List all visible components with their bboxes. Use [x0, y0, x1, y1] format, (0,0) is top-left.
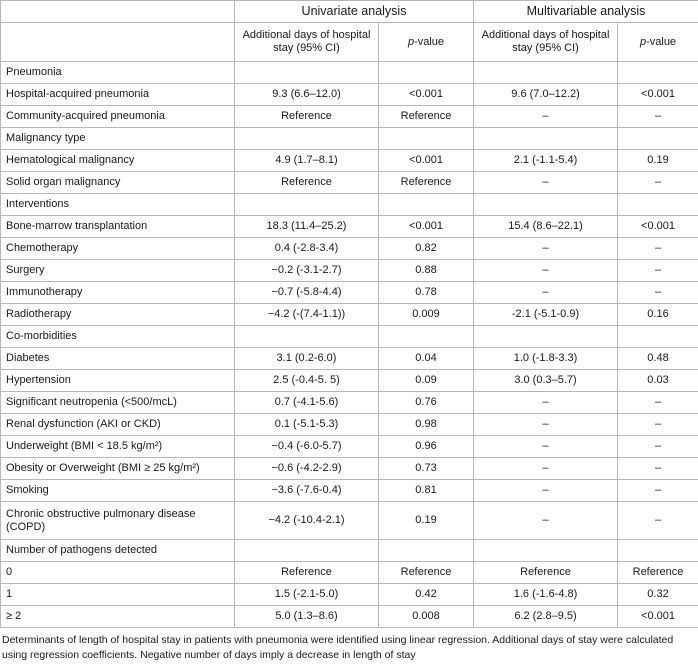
table-row: [1, 238, 698, 260]
table-row: [1, 562, 698, 584]
multivariable-days-cell: 6.2 (2.8–9.5): [474, 606, 618, 628]
table-row: [1, 606, 698, 628]
univariate-p-cell: 0.09: [379, 370, 474, 392]
univariate-days-cell: −4.2 (-10.4-2.1): [235, 502, 379, 540]
univariate-p-cell: Reference: [379, 172, 474, 194]
univariate-days-cell: 3.1 (0.2-6.0): [235, 348, 379, 370]
variable-label: Significant neutropenia (<500/mcL): [1, 392, 235, 414]
univariate-days-cell: 0.7 (-4.1-5.6): [235, 392, 379, 414]
section-label: Interventions: [1, 194, 235, 216]
table-row: [1, 260, 698, 282]
multivariable-p-cell: <0.001: [618, 606, 698, 628]
univariate-days-cell: −0.2 (-3.1-2.7): [235, 260, 379, 282]
multivariable-p-cell: –: [618, 172, 698, 194]
multivariable-days-cell: –: [474, 414, 618, 436]
multivariable-days-cell: -2.1 (-5.1-0.9): [474, 304, 618, 326]
empty-cell: [379, 326, 474, 348]
univariate-p-cell: <0.001: [379, 84, 474, 106]
multivariable-days-cell: 9.6 (7.0–12.2): [474, 84, 618, 106]
empty-cell: [379, 128, 474, 150]
empty-cell: [474, 194, 618, 216]
multivariable-days-cell: –: [474, 172, 618, 194]
univariate-p-cell: 0.73: [379, 458, 474, 480]
table-row: [1, 172, 698, 194]
table-row: [1, 84, 698, 106]
univariate-p-cell: <0.001: [379, 150, 474, 172]
univariate-p-cell: 0.76: [379, 392, 474, 414]
univariate-days-cell: Reference: [235, 562, 379, 584]
univariate-days-cell: 0.4 (-2.8-3.4): [235, 238, 379, 260]
table-row: [1, 370, 698, 392]
univariate-days-cell: −0.6 (-4.2-2.9): [235, 458, 379, 480]
variable-label: Hospital-acquired pneumonia: [1, 84, 235, 106]
section-row: [1, 128, 698, 150]
multivariable-p-cell: <0.001: [618, 84, 698, 106]
univariate-days-cell: −0.7 (-5.8-4.4): [235, 282, 379, 304]
multivariable-p-cell: –: [618, 238, 698, 260]
multivariable-p-cell: 0.32: [618, 584, 698, 606]
variable-label: Renal dysfunction (AKI or CKD): [1, 414, 235, 436]
multivariable-days-cell: –: [474, 436, 618, 458]
empty-cell: [618, 62, 698, 84]
variable-label: Immunotherapy: [1, 282, 235, 304]
multivariable-days-cell: 3.0 (0.3–5.7): [474, 370, 618, 392]
univariate-days-cell: −0.4 (-6.0-5.7): [235, 436, 379, 458]
variable-label: Smoking: [1, 480, 235, 502]
univariate-p-cell: <0.001: [379, 216, 474, 238]
univariate-p-cell: 0.04: [379, 348, 474, 370]
multivariable-p-cell: <0.001: [618, 216, 698, 238]
multivariable-p-header: p-value: [618, 23, 698, 62]
variable-label: Obesity or Overweight (BMI ≥ 25 kg/m²): [1, 458, 235, 480]
univariate-days-cell: 4.9 (1.7–8.1): [235, 150, 379, 172]
multivariable-days-cell: –: [474, 238, 618, 260]
table-body: [1, 62, 698, 628]
multivariable-p-cell: 0.16: [618, 304, 698, 326]
empty-cell: [379, 540, 474, 562]
univariate-days-cell: 5.0 (1.3–8.6): [235, 606, 379, 628]
univariate-days-cell: Reference: [235, 172, 379, 194]
univariate-p-cell: 0.42: [379, 584, 474, 606]
multivariable-p-cell: –: [618, 392, 698, 414]
empty-cell: [618, 326, 698, 348]
multivariable-p-cell: –: [618, 480, 698, 502]
univariate-days-cell: 18.3 (11.4–25.2): [235, 216, 379, 238]
empty-cell: [474, 326, 618, 348]
univariate-p-cell: 0.88: [379, 260, 474, 282]
empty-cell: [618, 540, 698, 562]
multivariable-days-cell: –: [474, 502, 618, 540]
empty-cell: [235, 540, 379, 562]
univariate-p-cell: 0.96: [379, 436, 474, 458]
multivariable-p-cell: 0.48: [618, 348, 698, 370]
multivariable-days-cell: –: [474, 392, 618, 414]
empty-cell: [235, 194, 379, 216]
multivariable-days-cell: 2.1 (-1.1-5.4): [474, 150, 618, 172]
section-row: [1, 540, 698, 562]
univariate-p-cell: Reference: [379, 562, 474, 584]
variable-label: Hypertension: [1, 370, 235, 392]
empty-cell: [235, 62, 379, 84]
table-row: [1, 458, 698, 480]
univariate-p-cell: 0.98: [379, 414, 474, 436]
variable-label: 0: [1, 562, 235, 584]
multivariable-days-cell: 15.4 (8.6–22.1): [474, 216, 618, 238]
multivariable-p-cell: –: [618, 414, 698, 436]
table-row: [1, 348, 698, 370]
multivariable-days-cell: –: [474, 480, 618, 502]
variable-label: 1: [1, 584, 235, 606]
header-empty-cell: [1, 23, 235, 62]
variable-label: ≥ 2: [1, 606, 235, 628]
univariate-p-cell: 0.78: [379, 282, 474, 304]
multivariable-p-cell: –: [618, 106, 698, 128]
univariate-p-cell: 0.008: [379, 606, 474, 628]
multivariable-days-cell: –: [474, 458, 618, 480]
multivariable-p-cell: Reference: [618, 562, 698, 584]
univariate-days-cell: −4.2 (-(7.4-1.1)): [235, 304, 379, 326]
table-row: [1, 392, 698, 414]
univariate-p-header: p-value: [379, 23, 474, 62]
univariate-p-cell: 0.19: [379, 502, 474, 540]
multivariable-days-cell: –: [474, 106, 618, 128]
univariate-days-cell: Reference: [235, 106, 379, 128]
multivariable-p-cell: 0.19: [618, 150, 698, 172]
table-row: [1, 150, 698, 172]
univariate-p-cell: Reference: [379, 106, 474, 128]
univariate-days-cell: 0.1 (-5.1-5.3): [235, 414, 379, 436]
table-row: [1, 282, 698, 304]
multivariable-p-cell: –: [618, 502, 698, 540]
univariate-p-cell: 0.009: [379, 304, 474, 326]
empty-cell: [474, 540, 618, 562]
variable-label: Chemotherapy: [1, 238, 235, 260]
variable-label: Hematological malignancy: [1, 150, 235, 172]
empty-cell: [379, 194, 474, 216]
variable-label: Underweight (BMI < 18.5 kg/m²): [1, 436, 235, 458]
multivariable-p-cell: 0.03: [618, 370, 698, 392]
univariate-p-cell: 0.81: [379, 480, 474, 502]
univariate-header: Univariate analysis: [235, 1, 474, 23]
variable-label: Solid organ malignancy: [1, 172, 235, 194]
header-empty-cell: [1, 1, 235, 23]
empty-cell: [474, 62, 618, 84]
section-label: Number of pathogens detected: [1, 540, 235, 562]
univariate-days-cell: 1.5 (-2.1-5.0): [235, 584, 379, 606]
empty-cell: [618, 128, 698, 150]
table-row: [1, 480, 698, 502]
variable-label: Diabetes: [1, 348, 235, 370]
table-row: [1, 436, 698, 458]
multivariable-p-cell: –: [618, 282, 698, 304]
table-row: [1, 502, 698, 540]
multivariable-header: Multivariable analysis: [474, 1, 698, 23]
univariate-days-cell: 2.5 (-0.4-5. 5): [235, 370, 379, 392]
section-label: Co-morbidities: [1, 326, 235, 348]
multivariable-days-cell: 1.0 (-1.8-3.3): [474, 348, 618, 370]
multivariable-days-cell: –: [474, 282, 618, 304]
univariate-days-cell: 9.3 (6.6–12.0): [235, 84, 379, 106]
empty-cell: [618, 194, 698, 216]
table-row: [1, 106, 698, 128]
section-row: [1, 326, 698, 348]
table-footnote: Determinants of length of hospital stay in patients with pneumonia were identified using linear regression. Additional days of stay were calculated using regression coefficients. Negative number of days imply a decrease in length of stay: [2, 634, 674, 661]
multivariable-p-cell: –: [618, 458, 698, 480]
table-row: [1, 414, 698, 436]
variable-label: Bone-marrow transplantation: [1, 216, 235, 238]
empty-cell: [235, 326, 379, 348]
multivariable-p-cell: –: [618, 436, 698, 458]
table-row: [1, 584, 698, 606]
univariate-days-cell: −3.6 (-7.6-0.4): [235, 480, 379, 502]
multivariable-days-cell: 1.6 (-1.6-4.8): [474, 584, 618, 606]
empty-cell: [474, 128, 618, 150]
multivariable-days-cell: Reference: [474, 562, 618, 584]
table-row: [1, 216, 698, 238]
multivariable-days-header: Additional days of hospital stay (95% CI): [474, 23, 618, 62]
section-row: [1, 194, 698, 216]
univariate-p-cell: 0.82: [379, 238, 474, 260]
variable-label: Chronic obstructive pulmonary disease (COPD): [1, 502, 235, 540]
section-label: Malignancy type: [1, 128, 235, 150]
variable-label: Surgery: [1, 260, 235, 282]
section-row: [1, 62, 698, 84]
empty-cell: [379, 62, 474, 84]
multivariable-p-cell: –: [618, 260, 698, 282]
table-row: [1, 304, 698, 326]
univariate-days-header: Additional days of hospital stay (95% CI): [235, 23, 379, 62]
multivariable-days-cell: –: [474, 260, 618, 282]
variable-label: Community-acquired pneumonia: [1, 106, 235, 128]
section-label: Pneumonia: [1, 62, 235, 84]
variable-label: Radiotherapy: [1, 304, 235, 326]
empty-cell: [235, 128, 379, 150]
